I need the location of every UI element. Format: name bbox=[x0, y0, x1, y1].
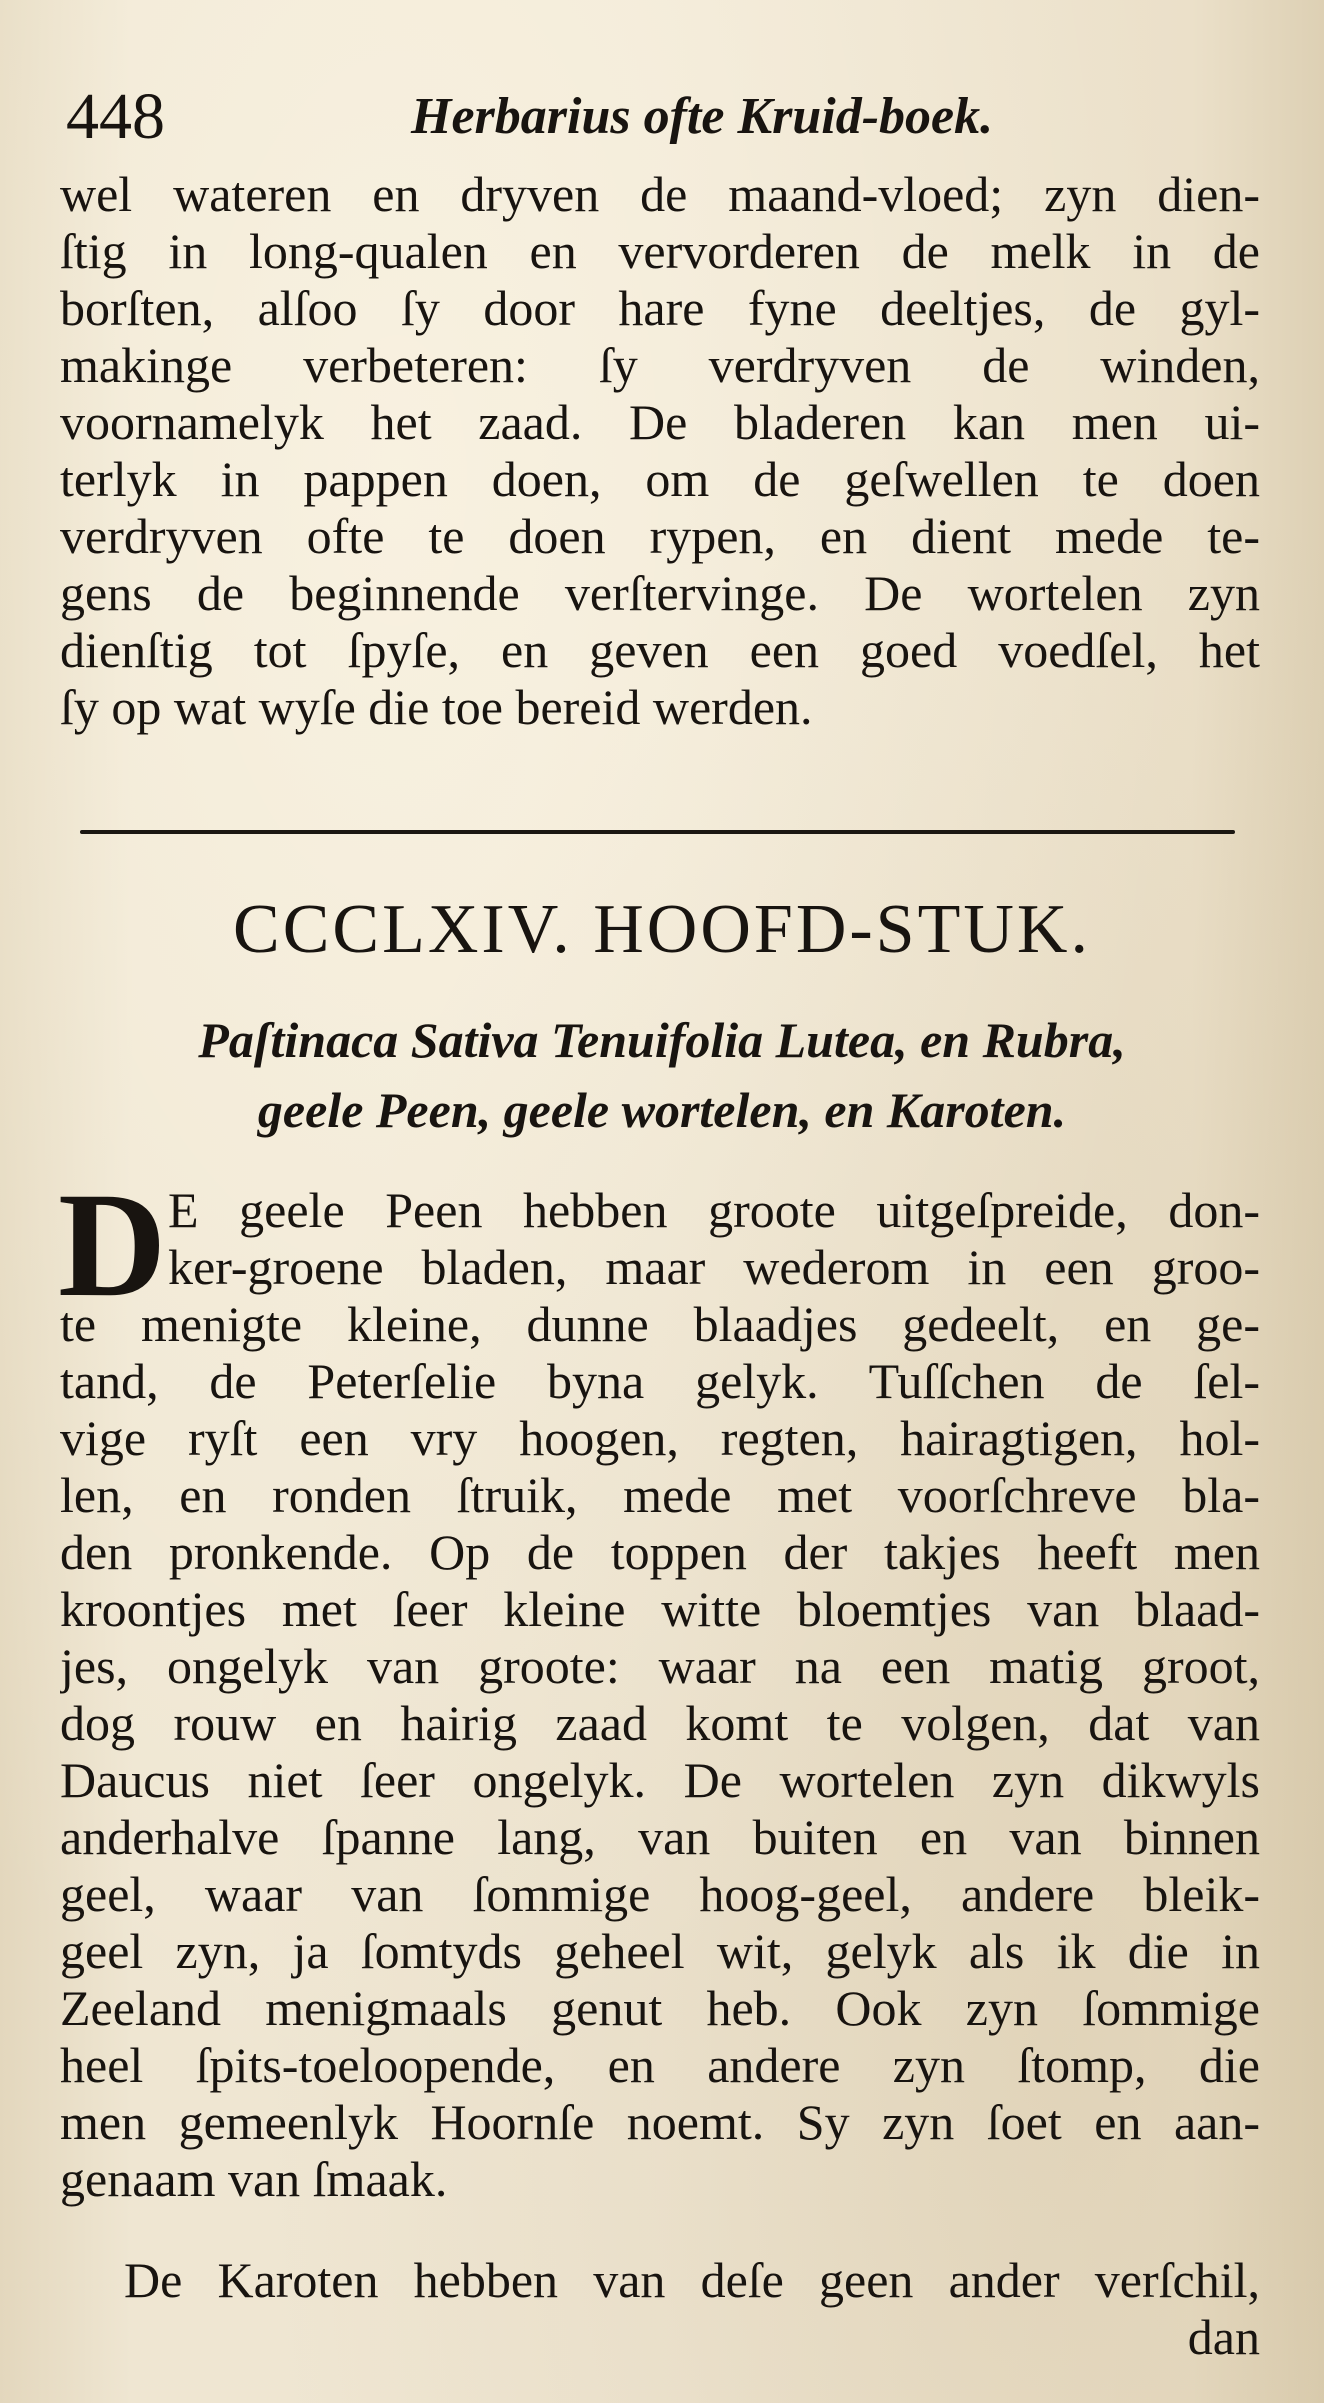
text-line: den pronkende. Op de toppen der takjes heeft men bbox=[60, 1524, 1260, 1580]
drop-cap: D bbox=[58, 1162, 167, 1328]
text-line: borſten, alſoo ſy door hare fyne deeltjes, de gyl- bbox=[60, 280, 1260, 336]
text-line: gens de beginnende verſtervinge. De wortelen zyn bbox=[60, 565, 1260, 621]
text-line: geel zyn, ja ſomtyds geheel wit, gelyk als ik die in bbox=[60, 1923, 1260, 1979]
text-line: te menigte kleine, dunne blaadjes gedeelt, en ge- bbox=[60, 1296, 1260, 1352]
chapter-subtitle-line-1: Paſtinaca Sativa Tenuifolia Lutea, en Rubra, bbox=[198, 1012, 1126, 1068]
chapter-subtitle-line-2: geele Peen, geele wortelen, en Karoten. bbox=[257, 1082, 1067, 1138]
text-line: anderhalve ſpanne lang, van buiten en van binnen bbox=[60, 1809, 1260, 1865]
text-line: voornamelyk het zaad. De bladeren kan men ui- bbox=[60, 394, 1260, 450]
text-line: heel ſpits-toeloopende, en andere zyn ſtomp, die bbox=[60, 2037, 1260, 2093]
text-line: kroontjes met ſeer kleine witte bloemtjes van blaad- bbox=[60, 1581, 1260, 1637]
text-line: wel wateren en dryven de maand-vloed; zyn dien- bbox=[60, 166, 1260, 222]
top-paragraph bbox=[60, 166, 1260, 736]
text-line: len, en ronden ſtruik, mede met voorſchreve bla- bbox=[60, 1467, 1260, 1523]
page-header bbox=[66, 72, 1066, 162]
text-line: verdryven ofte te doen rypen, en dient mede te- bbox=[60, 508, 1260, 564]
text-line: E geele Peen hebben groote uitgeſpreide, don- bbox=[168, 1182, 1260, 1238]
text-line: Daucus niet ſeer ongelyk. De wortelen zyn dikwyls bbox=[60, 1752, 1260, 1808]
text-line: geel, waar van ſommige hoog-geel, andere bleik- bbox=[60, 1866, 1260, 1922]
text-line: tand, de Peterſelie byna gelyk. Tuſſchen de ſel- bbox=[60, 1353, 1260, 1409]
page-number: 448 bbox=[66, 80, 165, 153]
text-line: genaam van ſmaak. bbox=[60, 2151, 448, 2207]
text-line: ſtig in long-qualen en vervorderen de melk in de bbox=[60, 223, 1260, 279]
section-divider bbox=[80, 830, 1235, 834]
text-line: makinge verbeteren: ſy verdryven de winden, bbox=[60, 337, 1260, 393]
chapter-title: CCCLXIV. HOOFD-STUK. bbox=[233, 891, 1091, 968]
text-line: dog rouw en hairig zaad komt te volgen, dat van bbox=[60, 1695, 1260, 1751]
text-line: terlyk in pappen doen, om de geſwellen te doen bbox=[60, 451, 1260, 507]
body-paragraph bbox=[58, 1162, 1260, 2208]
text-line: vige ryſt een vry hoogen, regten, hairagtigen, hol- bbox=[60, 1410, 1260, 1466]
text-line: Zeeland menigmaals genut heb. Ook zyn ſommige bbox=[60, 1980, 1260, 2036]
text-line: De Karoten hebben van deſe geen ander verſchil, bbox=[124, 2252, 1260, 2308]
text-line: ſy op wat wyſe die toe bereid werden. bbox=[60, 679, 813, 735]
text-line: jes, ongelyk van groote: waar na een matig groot, bbox=[60, 1638, 1260, 1694]
catchword: dan bbox=[1187, 2309, 1260, 2365]
text-line: dienſtig tot ſpyſe, en geven een goed voedſel, het bbox=[60, 622, 1260, 678]
text-line: ker-groene bladen, maar wederom in een groo- bbox=[168, 1239, 1260, 1295]
text-line: men gemeenlyk Hoornſe noemt. Sy zyn ſoet en aan- bbox=[60, 2094, 1260, 2150]
final-paragraph bbox=[60, 2252, 1260, 2366]
running-head: Herbarius ofte Kruid-boek. bbox=[411, 88, 994, 145]
